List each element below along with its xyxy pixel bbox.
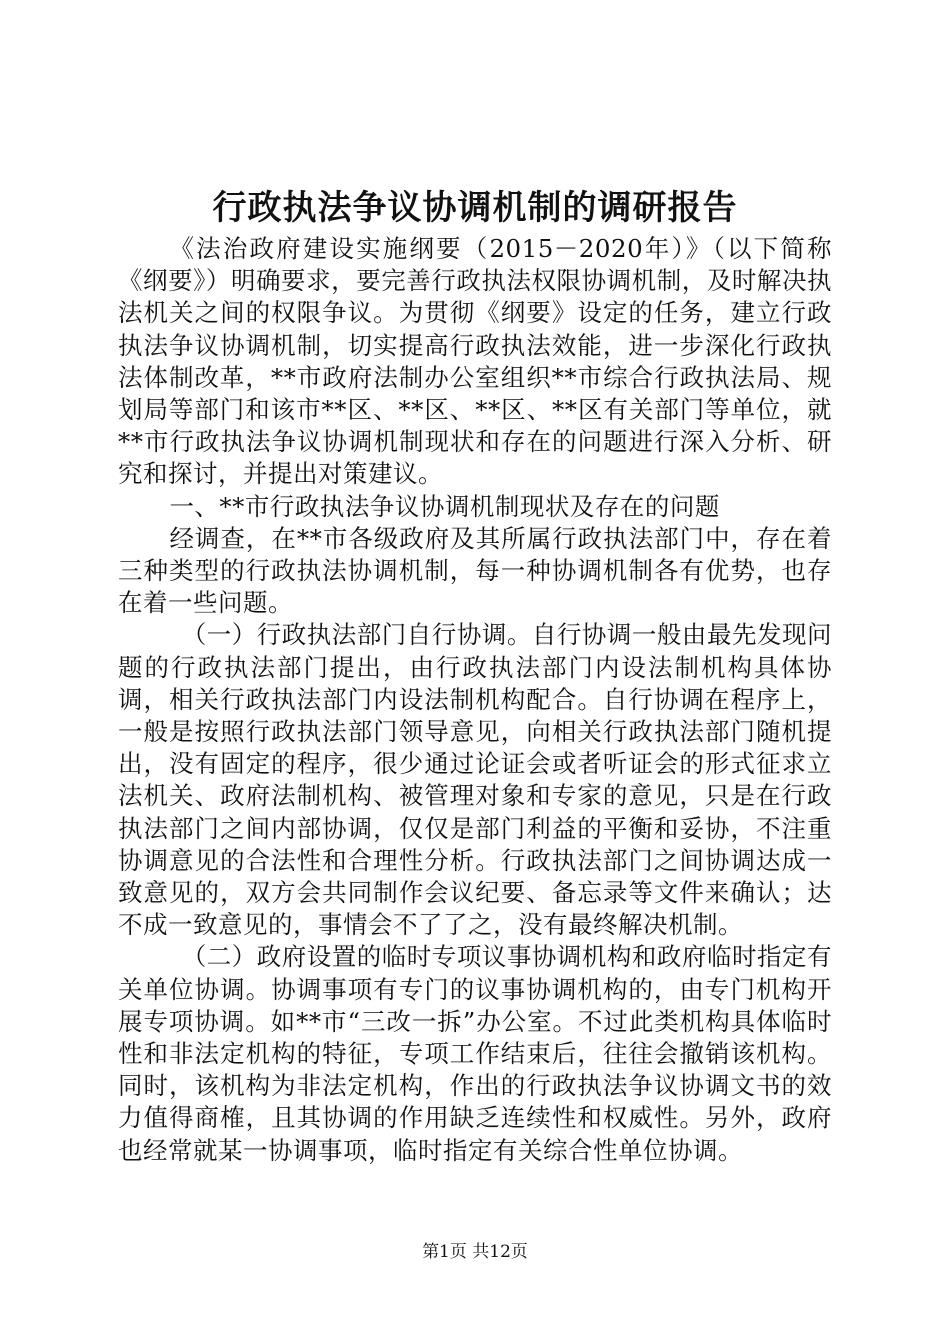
document-title: 行政执法争议协调机制的调研报告	[212, 188, 738, 228]
page-footer: 第1页 共12页	[422, 1242, 528, 1262]
section-heading: 一、**市行政执法争议协调机制现状及存在的问题	[169, 491, 720, 521]
paragraph-intro: 《法治政府建设实施纲要（2015－2020年）》（以下简称《纲要》）明确要求，要完善行政执法权限协调机制，及时解决执法机关之间的权限争议。为贯彻《纲要》设定的任务，建立行政执法争议协调机制，切实提高行政执法效能，进一步深化行政执法体制改革，**市政府法制办公室组织**市综合行政执法局、规划局等部门和该市**区、**区、**区、**区有关部门等单位，就**市行政执法争议协调机制现状和存在的问题进行深入分析、研究和探讨，并提出对策建议。	[118, 234, 832, 489]
paragraph-survey: 经调查，在**市各级政府及其所属行政执法部门中，存在着三种类型的行政执法协调机制，每一种协调机制各有优势，也存在着一些问题。	[118, 523, 832, 618]
paragraph-item-1: （一）行政执法部门自行协调。自行协调一般由最先发现问题的行政执法部门提出，由行政执法部门内设法制机构具体协调，相关行政执法部门内设法制机构配合。自行协调在程序上，一般是按照行政执法部门领导意见，向相关行政执法部门随机提出，没有固定的程序，很少通过论证会或者听证会的形式征求立法机关、政府法制机构、被管理对象和专家的意见，只是在行政执法部门之间内部协调，仅仅是部门利益的平衡和妥协，不注重协调意见的合法性和合理性分析。行政执法部门之间协调达成一致意见的，双方会共同制作会议纪要、备忘录等文件来确认；达不成一致意见的，事情会不了了之，没有最终解决机制。	[118, 620, 832, 940]
paragraph-item-2: （二）政府设置的临时专项议事协调机构和政府临时指定有关单位协调。协调事项有专门的议事协调机构的，由专门机构开展专项协调。如**市“三改一拆”办公室。不过此类机构具体临时性和非法定机构的特征，专项工作结束后，往往会撤销该机构。同时，该机构为非法定机构，作出的行政执法争议协调文书的效力值得商榷，且其协调的作用缺乏连续性和权威性。另外，政府也经常就某一协调事项，临时指定有关综合性单位协调。	[118, 942, 832, 1165]
document-body	[118, 233, 832, 1167]
